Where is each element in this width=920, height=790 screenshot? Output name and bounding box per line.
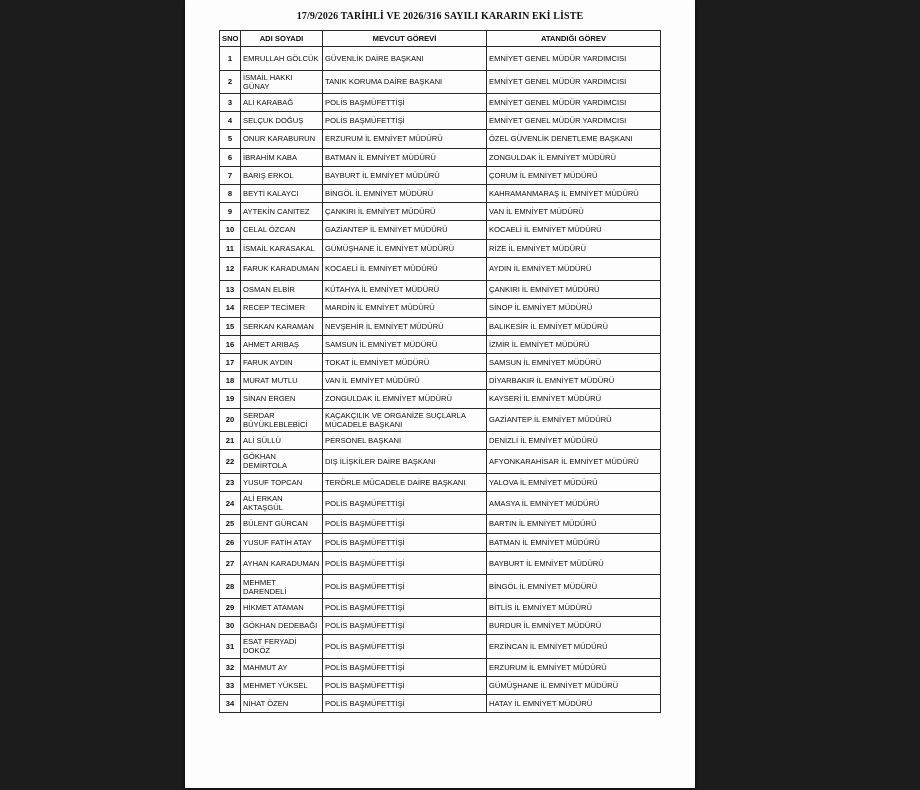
row-sno: 1 — [220, 47, 241, 71]
row-sno: 7 — [220, 166, 241, 184]
row-sno: 30 — [220, 616, 241, 634]
row-assigned-role: AFYONKARAHİSAR İL EMNİYET MÜDÜRÜ — [487, 450, 661, 474]
table-row — [220, 473, 661, 491]
row-current-role: ÇANKIRI İL EMNİYET MÜDÜRÜ — [323, 203, 487, 221]
row-name: ALİ SÜLLÜ — [241, 432, 323, 450]
row-current-role: POLİS BAŞMÜFETTİŞİ — [323, 695, 487, 713]
row-name: NİHAT ÖZEN — [241, 695, 323, 713]
row-name: ALİ ERKAN AKTAŞGÜL — [241, 491, 323, 515]
table-row — [220, 353, 661, 371]
row-sno: 31 — [220, 635, 241, 659]
row-name: HİKMET ATAMAN — [241, 598, 323, 616]
row-current-role: POLİS BAŞMÜFETTİŞİ — [323, 515, 487, 533]
row-name: CELAL ÖZCAN — [241, 221, 323, 239]
row-sno: 26 — [220, 533, 241, 551]
table-row — [220, 491, 661, 515]
table-row — [220, 575, 661, 599]
table-row — [220, 203, 661, 221]
row-assigned-role: SAMSUN İL EMNİYET MÜDÜRÜ — [487, 353, 661, 371]
row-assigned-role: KAYSERİ İL EMNİYET MÜDÜRÜ — [487, 390, 661, 408]
table-row — [220, 598, 661, 616]
row-name: YUSUF FATİH ATAY — [241, 533, 323, 551]
row-name: SERDAR BÜYÜKLEBLEBİCİ — [241, 408, 323, 432]
table-row — [220, 616, 661, 634]
row-name: MEHMET YÜKSEL — [241, 676, 323, 694]
row-assigned-role: BARTIN İL EMNİYET MÜDÜRÜ — [487, 515, 661, 533]
row-sno: 2 — [220, 70, 241, 94]
row-current-role: TOKAT İL EMNİYET MÜDÜRÜ — [323, 353, 487, 371]
row-assigned-role: BİTLİS İL EMNİYET MÜDÜRÜ — [487, 598, 661, 616]
table-header-row — [220, 31, 661, 47]
row-current-role: GAZİANTEP İL EMNİYET MÜDÜRÜ — [323, 221, 487, 239]
row-name: FARUK AYDIN — [241, 353, 323, 371]
row-sno: 6 — [220, 148, 241, 166]
row-sno: 28 — [220, 575, 241, 599]
row-name: AHMET ARIBAŞ — [241, 335, 323, 353]
row-assigned-role: GÜMÜŞHANE İL EMNİYET MÜDÜRÜ — [487, 676, 661, 694]
row-sno: 32 — [220, 658, 241, 676]
table-row — [220, 676, 661, 694]
row-assigned-role: ERZİNCAN İL EMNİYET MÜDÜRÜ — [487, 635, 661, 659]
table-row — [220, 408, 661, 432]
row-name: MURAT MUTLU — [241, 372, 323, 390]
row-name: İSMAİL KARASAKAL — [241, 239, 323, 257]
row-name: BÜLENT GÜRCAN — [241, 515, 323, 533]
row-assigned-role: DİYARBAKIR İL EMNİYET MÜDÜRÜ — [487, 372, 661, 390]
row-name: İSMAİL HAKKI GÜNAY — [241, 70, 323, 94]
row-sno: 10 — [220, 221, 241, 239]
row-assigned-role: KAHRAMANMARAŞ İL EMNİYET MÜDÜRÜ — [487, 184, 661, 202]
row-current-role: POLİS BAŞMÜFETTİŞİ — [323, 635, 487, 659]
table-row — [220, 299, 661, 317]
table-row — [220, 695, 661, 713]
row-assigned-role: SİNOP İL EMNİYET MÜDÜRÜ — [487, 299, 661, 317]
table-row — [220, 184, 661, 202]
row-name: ONUR KARABURUN — [241, 130, 323, 148]
row-assigned-role: YALOVA İL EMNİYET MÜDÜRÜ — [487, 473, 661, 491]
row-current-role: BATMAN İL EMNİYET MÜDÜRÜ — [323, 148, 487, 166]
row-assigned-role: GAZİANTEP İL EMNİYET MÜDÜRÜ — [487, 408, 661, 432]
row-current-role: POLİS BAŞMÜFETTİŞİ — [323, 551, 487, 575]
row-assigned-role: ÖZEL GÜVENLİK DENETLEME BAŞKANI — [487, 130, 661, 148]
row-assigned-role: BATMAN İL EMNİYET MÜDÜRÜ — [487, 533, 661, 551]
row-current-role: DIŞ İLİŞKİLER DAİRE BAŞKANI — [323, 450, 487, 474]
row-current-role: KAÇAKÇILIK VE ORGANİZE SUÇLARLA MÜCADELE BAŞKANI — [323, 408, 487, 432]
row-sno: 8 — [220, 184, 241, 202]
row-assigned-role: DENİZLİ İL EMNİYET MÜDÜRÜ — [487, 432, 661, 450]
row-assigned-role: ZONGULDAK İL EMNİYET MÜDÜRÜ — [487, 148, 661, 166]
row-assigned-role: EMNİYET GENEL MÜDÜR YARDIMCISI — [487, 94, 661, 112]
row-sno: 17 — [220, 353, 241, 371]
row-assigned-role: EMNİYET GENEL MÜDÜR YARDIMCISI — [487, 47, 661, 71]
row-assigned-role: AYDIN İL EMNİYET MÜDÜRÜ — [487, 257, 661, 281]
table-row — [220, 635, 661, 659]
row-sno: 12 — [220, 257, 241, 281]
row-current-role: POLİS BAŞMÜFETTİŞİ — [323, 598, 487, 616]
table-row — [220, 533, 661, 551]
row-current-role: TERÖRLE MÜCADELE DAİRE BAŞKANI — [323, 473, 487, 491]
row-name: ALİ KARABAĞ — [241, 94, 323, 112]
row-name: MEHMET DARENDELİ — [241, 575, 323, 599]
row-current-role: POLİS BAŞMÜFETTİŞİ — [323, 676, 487, 694]
row-current-role: SAMSUN İL EMNİYET MÜDÜRÜ — [323, 335, 487, 353]
table-row — [220, 432, 661, 450]
table-row — [220, 47, 661, 71]
row-name: MAHMUT AY — [241, 658, 323, 676]
row-current-role: BAYBURT İL EMNİYET MÜDÜRÜ — [323, 166, 487, 184]
row-current-role: TANIK KORUMA DAİRE BAŞKANI — [323, 70, 487, 94]
row-name: OSMAN ELBİR — [241, 281, 323, 299]
table-row — [220, 372, 661, 390]
row-sno: 33 — [220, 676, 241, 694]
row-sno: 16 — [220, 335, 241, 353]
row-name: RECEP TECİMER — [241, 299, 323, 317]
row-assigned-role: ÇANKIRI İL EMNİYET MÜDÜRÜ — [487, 281, 661, 299]
row-sno: 34 — [220, 695, 241, 713]
row-current-role: POLİS BAŞMÜFETTİŞİ — [323, 658, 487, 676]
row-current-role: KÜTAHYA İL EMNİYET MÜDÜRÜ — [323, 281, 487, 299]
row-assigned-role: VAN İL EMNİYET MÜDÜRÜ — [487, 203, 661, 221]
row-current-role: PERSONEL BAŞKANI — [323, 432, 487, 450]
row-sno: 9 — [220, 203, 241, 221]
row-current-role: POLİS BAŞMÜFETTİŞİ — [323, 533, 487, 551]
row-current-role: GÜMÜŞHANE İL EMNİYET MÜDÜRÜ — [323, 239, 487, 257]
row-assigned-role: BURDUR İL EMNİYET MÜDÜRÜ — [487, 616, 661, 634]
row-current-role: POLİS BAŞMÜFETTİŞİ — [323, 575, 487, 599]
row-sno: 4 — [220, 112, 241, 130]
row-assigned-role: İZMİR İL EMNİYET MÜDÜRÜ — [487, 335, 661, 353]
row-name: BARIŞ ERKOL — [241, 166, 323, 184]
row-name: AYHAN KARADUMAN — [241, 551, 323, 575]
table-row — [220, 658, 661, 676]
row-sno: 25 — [220, 515, 241, 533]
row-sno: 14 — [220, 299, 241, 317]
table-row — [220, 70, 661, 94]
document-title: 17/9/2026 TARİHLİ VE 2026/316 SAYILI KARARIN EKİ LİSTE — [296, 11, 584, 22]
table-row — [220, 112, 661, 130]
table-row — [220, 335, 661, 353]
header-sno: SNO — [220, 31, 241, 47]
table-row — [220, 450, 661, 474]
header-assigned-role: ATANDIĞI GÖREV — [487, 31, 661, 47]
row-sno: 21 — [220, 432, 241, 450]
row-current-role: ZONGULDAK İL EMNİYET MÜDÜRÜ — [323, 390, 487, 408]
table-row — [220, 390, 661, 408]
row-assigned-role: AMASYA İL EMNİYET MÜDÜRÜ — [487, 491, 661, 515]
table-row — [220, 281, 661, 299]
table-row — [220, 239, 661, 257]
row-assigned-role: EMNİYET GENEL MÜDÜR YARDIMCISI — [487, 70, 661, 94]
row-sno: 23 — [220, 473, 241, 491]
table-row — [220, 551, 661, 575]
row-assigned-role: ÇORUM İL EMNİYET MÜDÜRÜ — [487, 166, 661, 184]
row-name: YUSUF TOPCAN — [241, 473, 323, 491]
row-current-role: MARDİN İL EMNİYET MÜDÜRÜ — [323, 299, 487, 317]
row-sno: 18 — [220, 372, 241, 390]
table-row — [220, 148, 661, 166]
row-name: FARUK KARADUMAN — [241, 257, 323, 281]
row-current-role: ERZURUM İL EMNİYET MÜDÜRÜ — [323, 130, 487, 148]
row-current-role: GÜVENLİK DAİRE BAŞKANI — [323, 47, 487, 71]
row-assigned-role: RİZE İL EMNİYET MÜDÜRÜ — [487, 239, 661, 257]
row-name: SELÇUK DOĞUŞ — [241, 112, 323, 130]
row-assigned-role: BAYBURT İL EMNİYET MÜDÜRÜ — [487, 551, 661, 575]
row-current-role: NEVŞEHİR İL EMNİYET MÜDÜRÜ — [323, 317, 487, 335]
row-assigned-role: BİNGÖL İL EMNİYET MÜDÜRÜ — [487, 575, 661, 599]
row-assigned-role: HATAY İL EMNİYET MÜDÜRÜ — [487, 695, 661, 713]
table-row — [220, 317, 661, 335]
row-sno: 27 — [220, 551, 241, 575]
row-sno: 19 — [220, 390, 241, 408]
header-current-role: MEVCUT GÖREVİ — [323, 31, 487, 47]
row-name: İBRAHİM KABA — [241, 148, 323, 166]
row-current-role: POLİS BAŞMÜFETTİŞİ — [323, 112, 487, 130]
row-current-role: KOCAELİ İL EMNİYET MÜDÜRÜ — [323, 257, 487, 281]
table-row — [220, 94, 661, 112]
row-current-role: POLİS BAŞMÜFETTİŞİ — [323, 94, 487, 112]
row-name: EMRULLAH GÖLCÜK — [241, 47, 323, 71]
table-row — [220, 257, 661, 281]
row-name: ESAT FERYADİ DOKÖZ — [241, 635, 323, 659]
row-name: BEYTİ KALAYCI — [241, 184, 323, 202]
row-sno: 15 — [220, 317, 241, 335]
row-sno: 11 — [220, 239, 241, 257]
row-current-role: POLİS BAŞMÜFETTİŞİ — [323, 616, 487, 634]
row-name: AYTEKİN CANITEZ — [241, 203, 323, 221]
table-row — [220, 130, 661, 148]
table-body — [220, 47, 661, 713]
row-sno: 20 — [220, 408, 241, 432]
row-sno: 3 — [220, 94, 241, 112]
row-sno: 5 — [220, 130, 241, 148]
row-sno: 29 — [220, 598, 241, 616]
table-row — [220, 515, 661, 533]
row-assigned-role: BALIKESİR İL EMNİYET MÜDÜRÜ — [487, 317, 661, 335]
table-row — [220, 221, 661, 239]
row-name: SİNAN ERGEN — [241, 390, 323, 408]
row-assigned-role: EMNİYET GENEL MÜDÜR YARDIMCISI — [487, 112, 661, 130]
appointment-table — [219, 30, 661, 713]
row-current-role: VAN İL EMNİYET MÜDÜRÜ — [323, 372, 487, 390]
row-sno: 13 — [220, 281, 241, 299]
row-current-role: POLİS BAŞMÜFETTİŞİ — [323, 491, 487, 515]
row-assigned-role: KOCAELİ İL EMNİYET MÜDÜRÜ — [487, 221, 661, 239]
row-current-role: BİNGÖL İL EMNİYET MÜDÜRÜ — [323, 184, 487, 202]
header-name: ADI SOYADI — [241, 31, 323, 47]
row-assigned-role: ERZURUM İL EMNİYET MÜDÜRÜ — [487, 658, 661, 676]
row-name: SERKAN KARAMAN — [241, 317, 323, 335]
row-name: GÖKHAN DEMİRTOLA — [241, 450, 323, 474]
document-page — [185, 0, 695, 788]
row-sno: 22 — [220, 450, 241, 474]
row-sno: 24 — [220, 491, 241, 515]
row-name: GÖKHAN DEDEBAĞI — [241, 616, 323, 634]
table-row — [220, 166, 661, 184]
